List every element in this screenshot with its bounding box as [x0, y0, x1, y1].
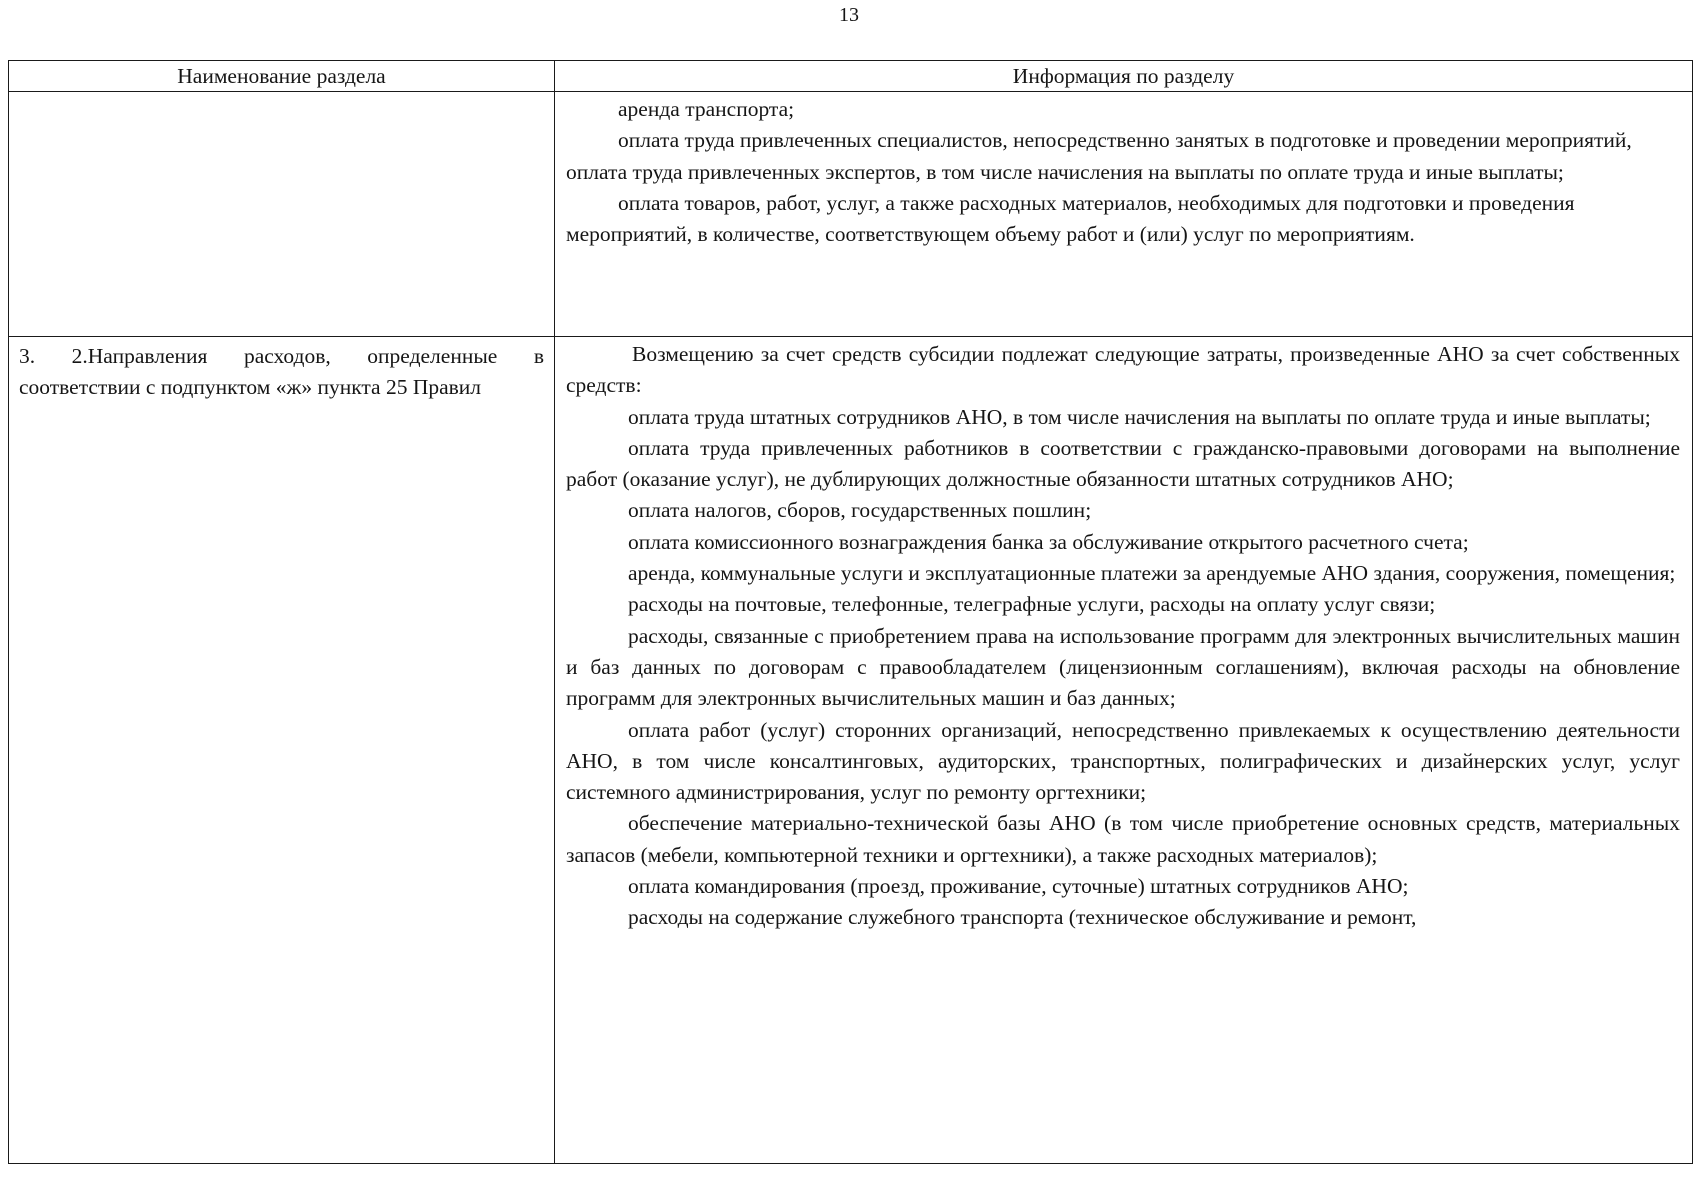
header-section-info: Информация по разделу	[555, 61, 1693, 92]
info-paragraph: обеспечение материально-технической базы АНО (в том числе приобретение основных средств, материальных запасов (мебели, компьютерной техники и оргтехники), а также расходных материалов);	[566, 811, 1680, 867]
table-row	[9, 337, 1693, 1164]
section-name: 3. 2.Направления расходов, определенные в соответствии с подпунктом «ж» пункта 25 Правил	[19, 344, 544, 400]
info-paragraph: оплата труда привлеченных специалистов, непосредственно занятых в подготовке и проведении мероприятий, оплата труда привлеченных экспертов, в том числе начисления на выплаты по оплате труда и иные выплаты;	[566, 128, 1632, 184]
info-paragraph: расходы, связанные с приобретением права на использование программ для электронных вычислительных машин и баз данных по договорам с правообладателем (лицензионным соглашениям), включая расходы на обновление программ для электронных вычислительных машин и баз данных;	[566, 623, 1680, 711]
info-paragraph: оплата комиссионного вознаграждения банка за обслуживание открытого расчетного счета;	[628, 529, 1469, 554]
info-paragraph: оплата труда штатных сотрудников АНО, в том числе начисления на выплаты по оплате труда и иные выплаты;	[628, 404, 1651, 429]
section-info-cell	[555, 337, 1693, 1164]
info-paragraph: оплата командирования (проезд, проживание, суточные) штатных сотрудников АНО;	[628, 874, 1409, 899]
info-paragraph: оплата товаров, работ, услуг, а также расходных материалов, необходимых для подготовки и проведения мероприятий, в количестве, соответствующем объему работ и (или) услуг по мероприятиям.	[566, 190, 1575, 247]
section-name-cell	[9, 337, 555, 1164]
page-number: 13	[839, 4, 859, 26]
info-paragraph: расходы на содержание служебного транспорта (техническое обслуживание и ремонт,	[628, 905, 1417, 930]
table-header-row	[9, 61, 1693, 92]
section-name-cell	[9, 92, 555, 337]
expense-table	[8, 60, 1693, 1164]
info-paragraph: оплата налогов, сборов, государственных пошлин;	[628, 498, 1092, 523]
info-paragraph: аренда транспорта;	[618, 97, 795, 121]
info-paragraph: оплата работ (услуг) сторонних организаций, непосредственно привлекаемых к осуществлению деятельности АНО, в том числе консалтинговых, аудиторских, транспортных, полиграфических и дизайнерских услуг, услуг системного администрирования, услуг по ремонту оргтехники;	[566, 717, 1680, 805]
info-paragraph: Возмещению за счет средств субсидии подлежат следующие затраты, произведенные АНО за счет собственных средств:	[566, 342, 1680, 398]
info-paragraph: расходы на почтовые, телефонные, телеграфные услуги, расходы на оплату услуг связи;	[628, 592, 1436, 617]
section-info-cell	[555, 92, 1693, 337]
info-paragraph: оплата труда привлеченных работников в соответствии с гражданско-правовыми договорами на выполнение работ (оказание услуг), не дублирующих должностные обязанности штатных сотрудников АНО;	[566, 435, 1680, 492]
table-row	[9, 92, 1693, 337]
info-paragraph: аренда, коммунальные услуги и эксплуатационные платежи за арендуемые АНО здания, сооружения, помещения;	[628, 561, 1676, 586]
header-section-name: Наименование раздела	[9, 61, 555, 92]
section-name	[9, 92, 554, 98]
